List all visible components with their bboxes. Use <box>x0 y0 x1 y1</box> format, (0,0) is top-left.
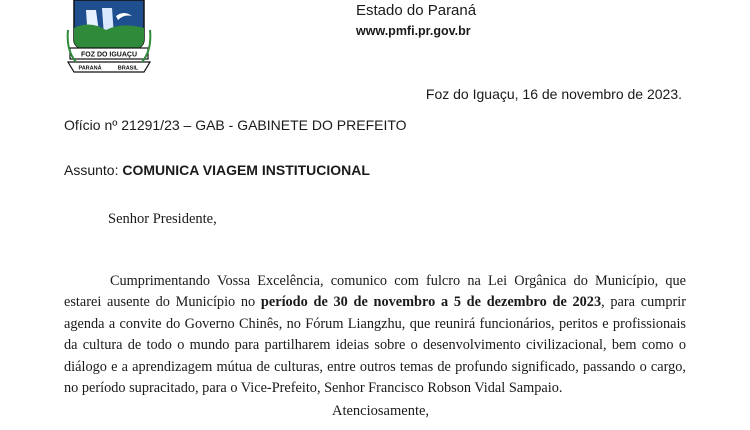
subject-label: Assunto: <box>64 162 123 178</box>
subject-title: COMUNICA VIAGEM INSTITUCIONAL <box>122 162 370 178</box>
body-text-part1: Cumprimentando Vossa Excelência, comunico com fulcro na Lei Orgânica do Município, que estarei ausente do Município no <box>64 273 686 311</box>
header-state-name: Estado do Paraná <box>356 2 477 19</box>
letter-date: Foz do Iguaçu, 16 de novembro de 2023. <box>425 86 682 102</box>
seal-banner-text: FOZ DO IGUAÇU <box>81 51 137 59</box>
subject-line <box>64 162 370 178</box>
seal-ribbon-left-text: PARANÁ <box>78 65 102 72</box>
seal-ribbon-right-text: BRASIL <box>117 65 139 72</box>
body-text-part2: , para cumprir agenda a convite do Governo Chinês, no Fórum Liangzhu, que reunirá funcionários, peritos e profissionais da cultura de todo o mundo para partilharem ideias sobre o desenvolvimento civilizacional, bem como o diálogo e a aprendizagem mútua de culturas, entre outros temas de profundo significado, passando o cargo, no período supracitado, para o Vice-Prefeito, Senhor Francisco Robson Vidal Sampaio. <box>64 294 686 397</box>
closing-salutation: Atenciosamente, <box>332 403 430 419</box>
letter-body <box>64 271 686 399</box>
body-text-period: período de 30 de novembro a 5 de dezembro de 2023 <box>260 294 602 311</box>
oficio-number: Ofício nº 21291/23 – GAB - GABINETE DO PREFEITO <box>64 117 407 133</box>
foz-do-iguacu-seal-logo <box>66 0 152 80</box>
greeting: Senhor Presidente, <box>108 211 217 227</box>
header-website: www.pmfi.pr.gov.br <box>356 24 471 38</box>
